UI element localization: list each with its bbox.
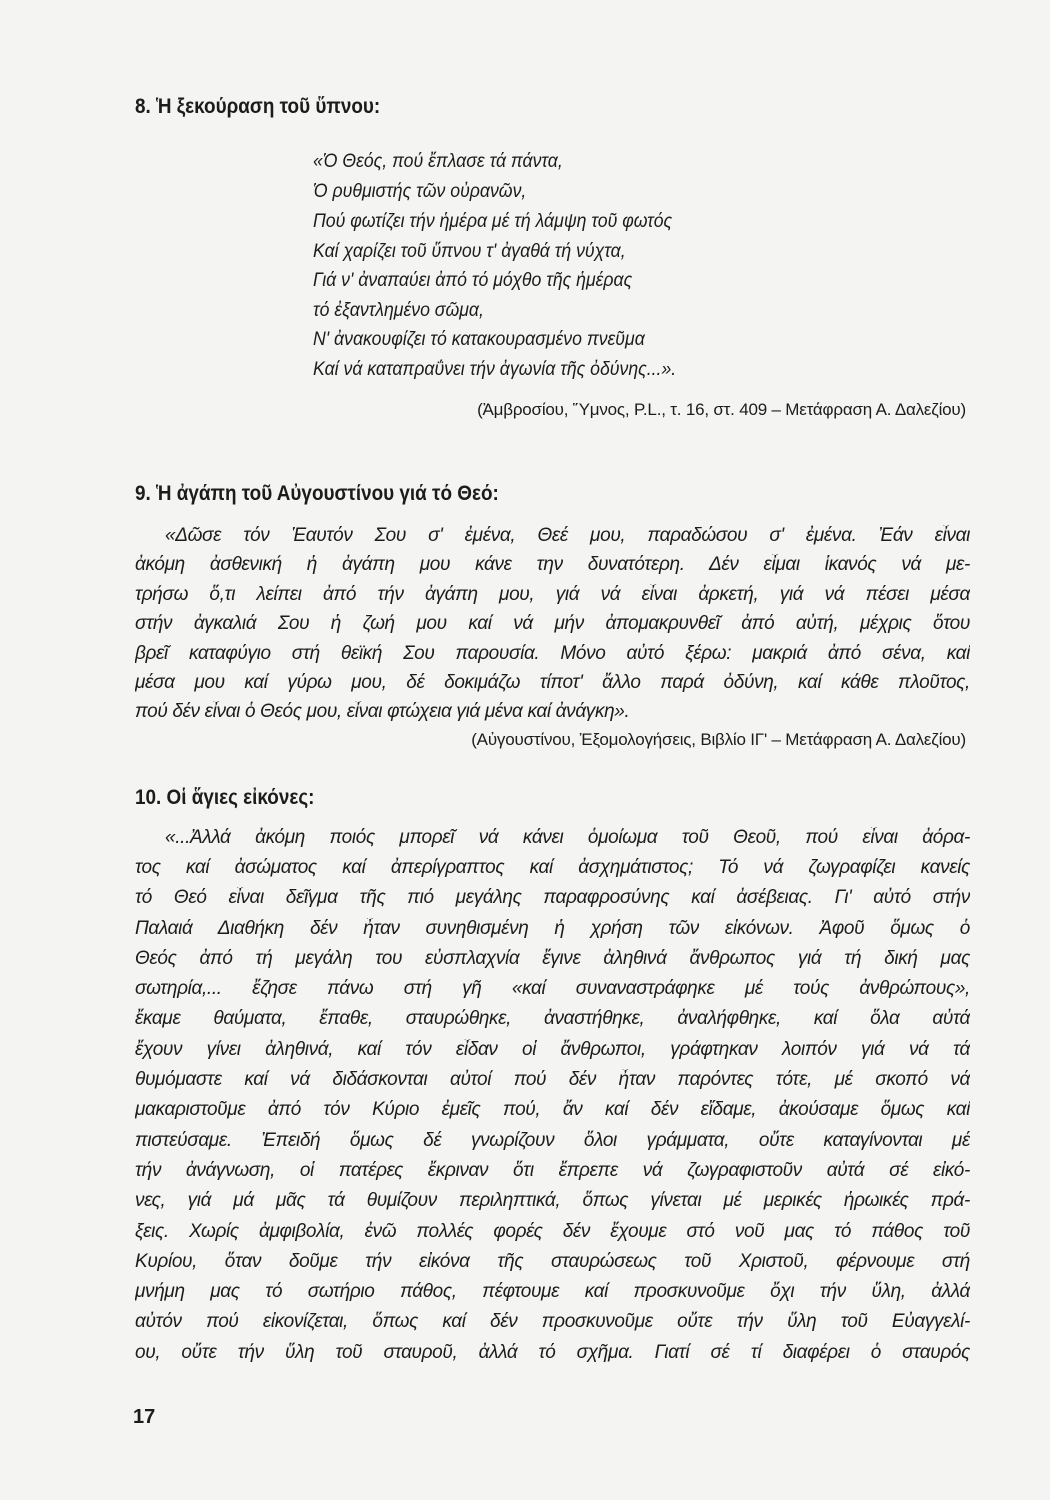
page-number: 17: [133, 1406, 156, 1428]
paragraph-line: Θεός ἀπό τή μεγάλη του εὐσπλαχνία ἔγινε ἀληθινά ἄνθρωπος γιά τή δική μας: [135, 948, 970, 969]
section-heading: 8. Ἡ ξεκούραση τοῦ ὕπνου:: [135, 95, 381, 118]
poem-line: Γιά ν' ἀναπαύει ἀπό τό μόχθο τῆς ἡμέρας: [313, 270, 633, 291]
citation: (Ἀμβροσίου, Ὕμνος, P.L., τ. 16, στ. 409 – Μετάφραση Α. Δαλεζίου): [477, 400, 966, 419]
citation: (Αὐγουστίνου, Ἐξομολογήσεις, Βιβλίο ΙΓ' – Μετάφραση Α. Δαλεζίου): [471, 730, 966, 749]
paragraph-line: πού δέν εἶναι ὁ Θεός μου, εἶναι φτώχεια γιά μένα καί ἀνάγκη».: [135, 701, 630, 722]
paragraph-line: τό Θεό εἶναι δεῖγμα τῆς πιό μεγάλης παραφροσύνης καί ἀσέβειας. Γι' αὐτό στήν: [135, 887, 970, 908]
poem-line: Καί νά καταπραΰνει τήν ἀγωνία τῆς ὀδύνης...».: [313, 359, 677, 380]
poem-line: Ν' ἀνακουφίζει τό κατακουρασμένο πνεῦμα: [313, 329, 645, 350]
paragraph-line: νες, γιά μά μᾶς τά θυμίζουν περιληπτικά, ὅπως γίνεται μέ μερικές ἡρωικές πρά-: [135, 1190, 970, 1211]
paragraph-line: ἔκαμε θαύματα, ἔπαθε, σταυρώθηκε, ἀναστήθηκε, ἀναλήφθηκε, καί ὅλα αὐτά: [135, 1008, 970, 1029]
paragraph-line: στήν ἀγκαλιά Σου ἡ ζωή μου καί νά μήν ἀπομακρυνθεῖ ἀπό αὐτή, μέχρις ὅτου: [135, 613, 970, 634]
paragraph-line: τρήσω ὅ,τι λείπει ἀπό τήν ἀγάπη μου, γιά νά εἶναι ἀρκετή, γιά νά πέσει μέσα: [135, 584, 970, 605]
paragraph-line: αὐτόν πού εἰκονίζεται, ὅπως καί δέν προσκυνοῦμε οὔτε τήν ὕλη τοῦ Εὐαγγελί-: [135, 1311, 970, 1332]
paragraph-line: βρεῖ καταφύγιο στή θεϊκή Σου παρουσία. Μόνο αὐτό ξέρω: μακριά ἀπό σένα, καί: [135, 643, 970, 664]
paragraph-line: τος καί ἀσώματος καί ἀπερίγραπτος καί ἀσχημάτιστος; Τό νά ζωγραφίζει κανείς: [135, 857, 970, 878]
paragraph-line: θυμόμαστε καί νά διδάσκονται αὐτοί πού δέν ἦταν παρόντες τότε, μέ σκοπό νά: [135, 1069, 970, 1090]
poem-line: «Ὁ Θεός, πού ἔπλασε τά πάντα,: [313, 151, 563, 172]
paragraph-line: ἀκόμη ἀσθενική ἡ ἀγάπη μου κάνε την δυνατότερη. Δέν εἶμαι ἱκανός νά με-: [135, 554, 970, 575]
poem-line: Καί χαρίζει τοῦ ὕπνου τ' ἀγαθά τή νύχτα,: [313, 241, 626, 262]
paragraph-line: μνήμη μας τό σωτήριο πάθος, πέφτουμε καί προσκυνοῦμε ὄχι τήν ὕλη, ἀλλά: [135, 1281, 970, 1302]
paragraph-line: ου, οὔτε τήν ὕλη τοῦ σταυροῦ, ἀλλά τό σχῆμα. Γιατί σέ τί διαφέρει ὁ σταυρός: [135, 1342, 970, 1363]
section-heading: 9. Ἡ ἀγάπη τοῦ Αὐγουστίνου γιά τό Θεό:: [135, 482, 499, 505]
poem-line: Πού φωτίζει τήν ἡμέρα μέ τή λάμψη τοῦ φωτός: [313, 211, 673, 232]
section-heading: 10. Οἱ ἅγιες εἰκόνες:: [135, 786, 315, 809]
paragraph-line: «Δῶσε τόν Ἑαυτόν Σου σ' ἐμένα, Θεέ μου, παραδώσου σ' ἐμένα. Ἐάν εἶναι: [165, 525, 970, 546]
paragraph-line: πιστεύσαμε. Ἐπειδή ὅμως δέ γνωρίζουν ὅλοι γράμματα, οὔτε καταγίνονται μέ: [135, 1130, 970, 1151]
paragraph-line: σωτηρία,... ἔζησε πάνω στή γῆ «καί συναναστράφηκε μέ τούς ἀνθρώπους»,: [135, 978, 970, 999]
paragraph-line: Κυρίου, ὅταν δοῦμε τήν εἰκόνα τῆς σταυρώσεως τοῦ Χριστοῦ, φέρνουμε στή: [135, 1251, 970, 1272]
paragraph-line: μέσα μου καί γύρω μου, δέ δοκιμάζω τίποτ' ἄλλο παρά ὀδύνη, καί κάθε πλοῦτος,: [135, 672, 970, 693]
paragraph-line: Παλαιά Διαθήκη δέν ἦταν συνηθισμένη ἡ χρήση τῶν εἰκόνων. Ἀφοῦ ὅμως ὁ: [135, 918, 970, 939]
paragraph-line: τήν ἀνάγνωση, οἱ πατέρες ἔκριναν ὅτι ἔπρεπε νά ζωγραφιστοῦν αὐτά σέ εἰκό-: [135, 1160, 970, 1181]
paragraph-line: ἔχουν γίνει ἀληθινά, καί τόν εἶδαν οἱ ἄνθρωποι, γράφτηκαν λοιπόν γιά νά τά: [135, 1039, 970, 1060]
paragraph-line: «...Ἀλλά ἀκόμη ποιός μπορεῖ νά κάνει ὁμοίωμα τοῦ Θεοῦ, πού εἶναι ἀόρα-: [165, 827, 970, 848]
paragraph-line: ξεις. Χωρίς ἀμφιβολία, ἐνῶ πολλές φορές δέν ἔχουμε στό νοῦ μας τό πάθος τοῦ: [135, 1221, 970, 1242]
poem-line: τό ἐξαντλημένο σῶμα,: [313, 300, 484, 321]
poem-line: Ὁ ρυθμιστής τῶν οὐρανῶν,: [313, 181, 527, 202]
paragraph-line: μακαριστοῦμε ἀπό τόν Κύριο ἐμεῖς πού, ἄν καί δέν εἴδαμε, ἀκούσαμε ὅμως καί: [135, 1099, 970, 1120]
